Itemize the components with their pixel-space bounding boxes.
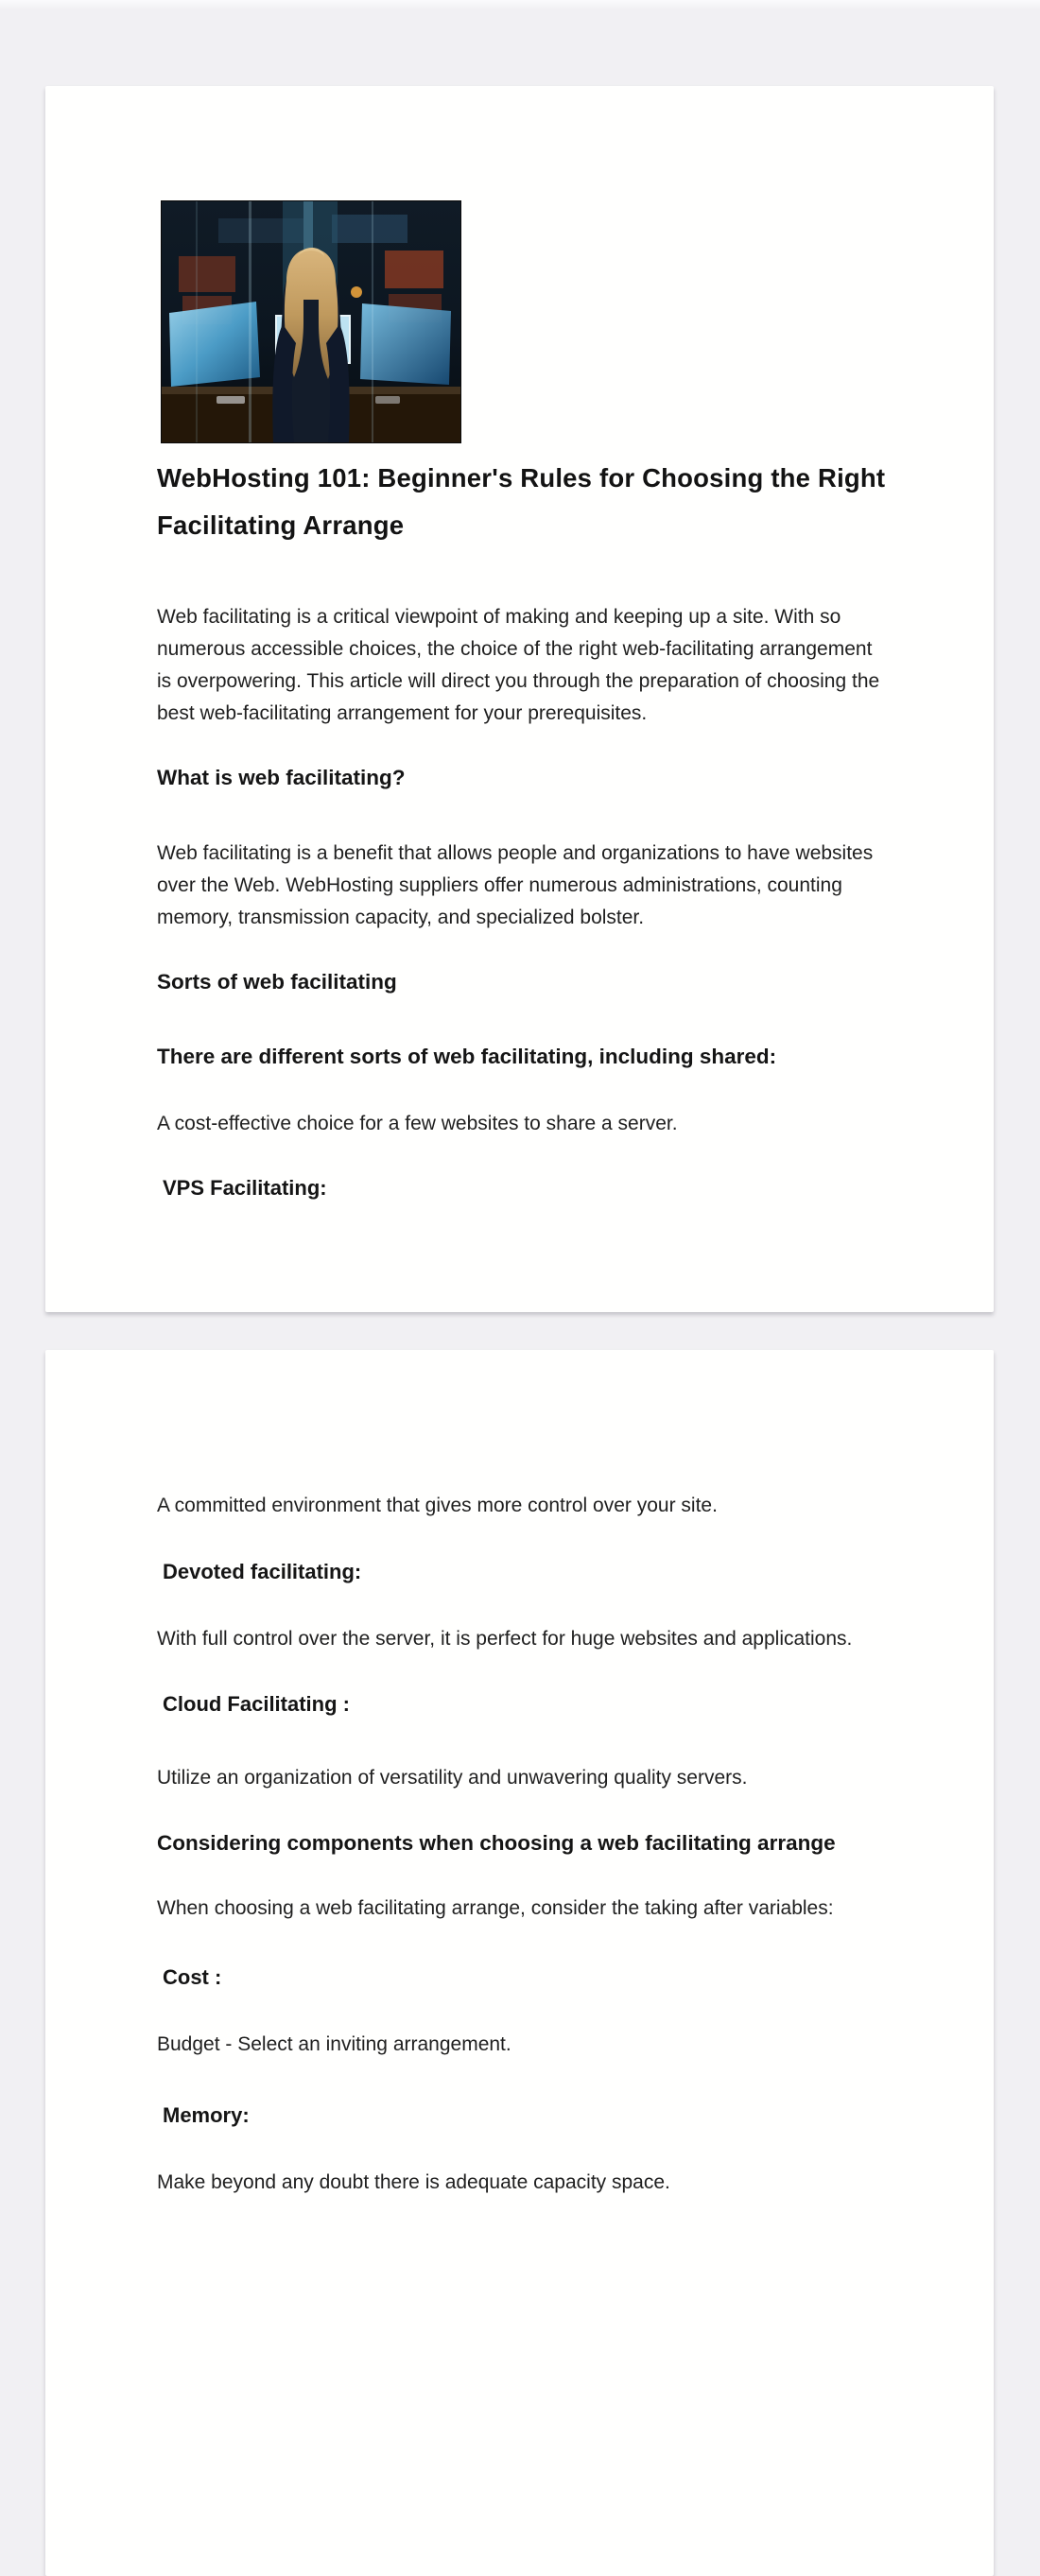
paragraph-cost-effective: A cost-effective choice for a few websites to share a server. <box>157 1113 678 1134</box>
paragraph-committed-environment: A committed environment that gives more control over your site. <box>157 1495 718 1516</box>
heading-cost: Cost : <box>163 1965 222 1989</box>
heading-memory: Memory: <box>163 2103 250 2127</box>
heading-what-is-web-facilitating: What is web facilitating? <box>157 766 406 789</box>
paragraph-web-facilitating-benefit: Web facilitating is a benefit that allows people and organizations to have websites over the Web. WebHosting suppliers offer numerous administrations, counting memory, transmission capacity, and specialized bolster. <box>157 842 874 928</box>
heading-sorts-of-web-facilitating: Sorts of web facilitating <box>157 970 397 994</box>
hero-image <box>162 201 460 442</box>
page-1-content <box>45 201 994 1202</box>
heading-different-sorts-shared: There are different sorts of web facilitating, including shared: <box>157 1045 777 1068</box>
paragraph-capacity-space: Make beyond any doubt there is adequate capacity space. <box>157 2171 670 2193</box>
document-page-2 <box>45 1350 994 2576</box>
paragraph-when-choosing: When choosing a web facilitating arrange, consider the taking after variables: <box>157 1897 834 1919</box>
article-title: WebHosting 101: Beginner's Rules for Choosing the Right Facilitating Arrange <box>157 463 886 540</box>
page-2-content <box>45 1490 994 2199</box>
canvas-top-highlight <box>0 0 1040 9</box>
paragraph-budget: Budget - Select an inviting arrangement. <box>157 2033 511 2055</box>
paragraph-utilize-organization: Utilize an organization of versatility and unwavering quality servers. <box>157 1767 748 1789</box>
heading-cloud-facilitating: Cloud Facilitating : <box>163 1692 350 1716</box>
intro-paragraph: Web facilitating is a critical viewpoint of making and keeping up a site. With so numerous accessible choices, the choice of the right web-facilitating arrangement is overpowering. This article will direct you through the preparation of choosing the best web-facilitating arrangement for your prerequisites. <box>157 606 880 724</box>
heading-considering-components: Considering components when choosing a web facilitating arrange <box>157 1831 836 1855</box>
heading-vps-facilitating: VPS Facilitating: <box>163 1176 327 1200</box>
paragraph-full-control: With full control over the server, it is perfect for huge websites and applications. <box>157 1628 853 1650</box>
heading-devoted-facilitating: Devoted facilitating: <box>163 1560 362 1583</box>
document-page-1 <box>45 86 994 1312</box>
